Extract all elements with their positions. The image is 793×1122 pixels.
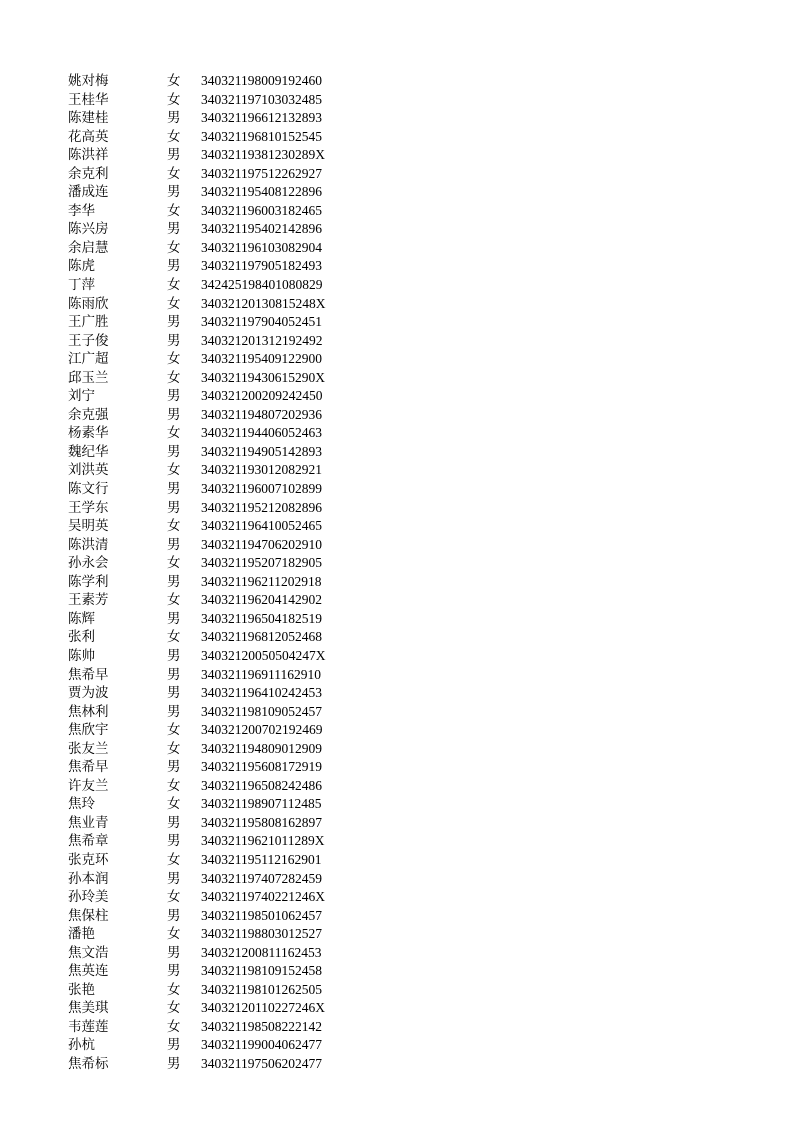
person-gender: 女 (167, 128, 181, 145)
id-number: 340321198009192460 (201, 73, 322, 88)
table-row (68, 1055, 368, 1074)
person-gender: 女 (167, 462, 181, 479)
table-row (68, 870, 368, 889)
table-row (68, 387, 368, 406)
id-number: 340321198803012527 (201, 926, 322, 942)
person-name: 余启慧 (68, 239, 109, 256)
person-name: 潘艳 (68, 926, 95, 943)
id-number: 340321197904052451 (201, 314, 322, 330)
id-number: 34032119621011289X (201, 833, 325, 849)
table-row (68, 369, 368, 388)
person-gender: 男 (167, 1037, 181, 1054)
id-number: 340321196211202918 (201, 573, 322, 589)
table-row (68, 981, 368, 1000)
person-name: 邱玉兰 (68, 369, 109, 386)
id-number: 340321197512262927 (201, 165, 322, 181)
records-table (68, 72, 368, 1074)
person-gender: 女 (167, 1018, 181, 1035)
person-gender: 男 (167, 388, 181, 405)
person-gender: 男 (167, 258, 181, 275)
person-name: 焦文浩 (68, 944, 109, 961)
person-gender: 女 (167, 518, 181, 535)
id-number: 340321194706202910 (201, 536, 322, 552)
person-gender: 女 (167, 369, 181, 386)
id-number: 340321196410052465 (201, 518, 322, 534)
person-gender: 男 (167, 870, 181, 887)
person-gender: 女 (167, 889, 181, 906)
id-number: 34032119430615290X (201, 369, 325, 385)
id-number: 340321200702192469 (201, 722, 323, 738)
id-number: 340321196504182519 (201, 610, 322, 626)
person-name: 焦林利 (68, 703, 109, 720)
person-gender: 男 (167, 221, 181, 238)
id-number: 340321196007102899 (201, 481, 322, 497)
person-name: 王桂华 (68, 91, 109, 108)
table-row (68, 666, 368, 685)
id-number: 340321195207182905 (201, 555, 322, 571)
person-name: 江广超 (68, 351, 109, 368)
id-number: 340321198109152458 (201, 963, 322, 979)
person-name: 焦希章 (68, 833, 109, 850)
person-name: 陈虎 (68, 258, 95, 275)
id-number: 340321194406052463 (201, 425, 322, 441)
id-number: 340321196612132893 (201, 110, 322, 126)
table-row (68, 721, 368, 740)
person-gender: 男 (167, 814, 181, 831)
table-row (68, 832, 368, 851)
table-row (68, 907, 368, 926)
table-row (68, 146, 368, 165)
person-name: 王子俊 (68, 332, 109, 349)
person-gender: 男 (167, 666, 181, 683)
id-number: 340321196812052468 (201, 629, 322, 645)
person-name: 陈辉 (68, 610, 95, 627)
person-name: 陈洪清 (68, 536, 109, 553)
person-gender: 女 (167, 165, 181, 182)
person-gender: 男 (167, 944, 181, 961)
person-gender: 男 (167, 610, 181, 627)
person-name: 焦欣宇 (68, 722, 109, 739)
id-number: 340321195808162897 (201, 814, 322, 830)
id-number: 340321200811162453 (201, 944, 322, 960)
person-name: 花高英 (68, 128, 109, 145)
person-gender: 女 (167, 295, 181, 312)
table-row (68, 814, 368, 833)
person-name: 陈帅 (68, 647, 95, 664)
person-name: 李华 (68, 202, 95, 219)
person-gender: 女 (167, 1000, 181, 1017)
table-row (68, 517, 368, 536)
table-row (68, 202, 368, 221)
person-gender: 女 (167, 722, 181, 739)
id-number: 340321199004062477 (201, 1037, 322, 1053)
person-gender: 女 (167, 851, 181, 868)
person-name: 张克环 (68, 851, 109, 868)
table-row (68, 72, 368, 91)
table-row (68, 758, 368, 777)
id-number: 340321196204142902 (201, 592, 322, 608)
person-name: 刘宁 (68, 388, 95, 405)
person-gender: 男 (167, 481, 181, 498)
person-gender: 女 (167, 91, 181, 108)
person-name: 孙玲美 (68, 889, 109, 906)
id-number: 340321198501062457 (201, 907, 322, 923)
person-name: 丁萍 (68, 277, 95, 294)
person-gender: 女 (167, 202, 181, 219)
person-gender: 男 (167, 647, 181, 664)
table-row (68, 257, 368, 276)
table-row (68, 628, 368, 647)
id-number: 340321197103032485 (201, 91, 322, 107)
person-gender: 男 (167, 685, 181, 702)
id-number: 340321198101262505 (201, 981, 322, 997)
person-gender: 男 (167, 703, 181, 720)
id-number: 340321198907112485 (201, 796, 322, 812)
person-gender: 男 (167, 499, 181, 516)
person-name: 焦保柱 (68, 907, 109, 924)
table-row (68, 91, 368, 110)
person-gender: 男 (167, 147, 181, 164)
person-name: 焦美琪 (68, 1000, 109, 1017)
person-gender: 男 (167, 833, 181, 850)
id-number: 342425198401080829 (201, 277, 323, 293)
person-name: 余克强 (68, 406, 109, 423)
person-gender: 女 (167, 425, 181, 442)
id-number: 340321194809012909 (201, 740, 322, 756)
person-name: 刘洪英 (68, 462, 109, 479)
table-row (68, 406, 368, 425)
table-row (68, 109, 368, 128)
person-name: 陈学利 (68, 573, 109, 590)
person-name: 孙本润 (68, 870, 109, 887)
person-gender: 女 (167, 796, 181, 813)
person-gender: 男 (167, 184, 181, 201)
table-row (68, 220, 368, 239)
table-row (68, 962, 368, 981)
table-row (68, 554, 368, 573)
table-row (68, 703, 368, 722)
id-number: 340321195408122896 (201, 184, 322, 200)
person-name: 贾为波 (68, 685, 109, 702)
id-number: 340321193012082921 (201, 462, 322, 478)
id-number: 340321195112162901 (201, 851, 322, 867)
person-name: 王广胜 (68, 314, 109, 331)
table-row (68, 424, 368, 443)
person-gender: 男 (167, 406, 181, 423)
person-gender: 女 (167, 740, 181, 757)
person-name: 王学东 (68, 499, 109, 516)
person-name: 孙永会 (68, 555, 109, 572)
id-number: 34032120110227246X (201, 1000, 325, 1016)
person-name: 陈建桂 (68, 110, 109, 127)
person-name: 韦莲莲 (68, 1018, 109, 1035)
person-gender: 女 (167, 629, 181, 646)
table-row (68, 350, 368, 369)
person-gender: 女 (167, 981, 181, 998)
person-gender: 女 (167, 73, 181, 89)
table-row (68, 295, 368, 314)
table-row (68, 183, 368, 202)
table-row (68, 591, 368, 610)
person-name: 杨素华 (68, 425, 109, 442)
id-number: 34032119740221246X (201, 889, 325, 905)
id-number: 340321198508222142 (201, 1018, 322, 1034)
person-gender: 男 (167, 443, 181, 460)
table-row (68, 740, 368, 759)
id-number: 340321194807202936 (201, 406, 322, 422)
person-gender: 女 (167, 592, 181, 609)
person-gender: 女 (167, 777, 181, 794)
person-name: 陈洪祥 (68, 147, 109, 164)
person-name: 张艳 (68, 981, 95, 998)
id-number: 340321197407282459 (201, 870, 322, 886)
table-row (68, 610, 368, 629)
id-number: 34032119381230289X (201, 147, 325, 163)
person-gender: 男 (167, 314, 181, 331)
id-number: 340321195212082896 (201, 499, 322, 515)
table-row (68, 313, 368, 332)
id-number: 340321200209242450 (201, 388, 323, 404)
person-name: 陈文行 (68, 481, 109, 498)
person-gender: 男 (167, 110, 181, 127)
id-number: 340321195409122900 (201, 351, 322, 367)
person-gender: 男 (167, 332, 181, 349)
id-number: 34032120050504247X (201, 647, 326, 663)
person-name: 张利 (68, 629, 95, 646)
person-name: 陈兴房 (68, 221, 109, 238)
table-row (68, 165, 368, 184)
table-row (68, 684, 368, 703)
person-name: 余克利 (68, 165, 109, 182)
person-name: 潘成连 (68, 184, 109, 201)
person-name: 张友兰 (68, 740, 109, 757)
id-number: 340321196810152545 (201, 128, 322, 144)
table-row (68, 573, 368, 592)
person-name: 许友兰 (68, 777, 109, 794)
person-gender: 女 (167, 926, 181, 943)
id-number: 340321196911162910 (201, 666, 321, 682)
table-row (68, 239, 368, 258)
id-number: 340321196003182465 (201, 202, 322, 218)
id-number: 340321196508242486 (201, 777, 322, 793)
table-row (68, 128, 368, 147)
table-row (68, 795, 368, 814)
person-name: 焦英连 (68, 963, 109, 980)
table-row (68, 276, 368, 295)
id-number: 340321195608172919 (201, 759, 322, 775)
person-gender: 女 (167, 555, 181, 572)
person-name: 焦希早 (68, 666, 109, 683)
table-row (68, 777, 368, 796)
table-row (68, 851, 368, 870)
id-number: 340321196410242453 (201, 685, 322, 701)
table-row (68, 499, 368, 518)
table-row (68, 480, 368, 499)
person-gender: 女 (167, 351, 181, 368)
id-number: 340321195402142896 (201, 221, 322, 237)
id-number: 340321201312192492 (201, 332, 323, 348)
table-row (68, 944, 368, 963)
table-row (68, 647, 368, 666)
id-number: 34032120130815248X (201, 295, 326, 311)
person-name: 王素芳 (68, 592, 109, 609)
id-number: 340321197905182493 (201, 258, 322, 274)
person-name: 孙杭 (68, 1037, 95, 1054)
person-name: 吴明英 (68, 518, 109, 535)
table-row (68, 536, 368, 555)
person-name: 陈雨欣 (68, 295, 109, 312)
person-name: 焦希标 (68, 1055, 109, 1072)
person-name: 焦玲 (68, 796, 95, 813)
id-number: 340321197506202477 (201, 1055, 322, 1071)
person-gender: 女 (167, 239, 181, 256)
person-gender: 男 (167, 536, 181, 553)
id-number: 340321194905142893 (201, 443, 322, 459)
person-gender: 男 (167, 573, 181, 590)
table-row (68, 1018, 368, 1037)
person-gender: 男 (167, 963, 181, 980)
id-number: 340321198109052457 (201, 703, 322, 719)
table-row (68, 332, 368, 351)
person-gender: 女 (167, 277, 181, 294)
person-name: 魏纪华 (68, 443, 109, 460)
table-row (68, 1036, 368, 1055)
person-name: 焦业青 (68, 814, 109, 831)
table-row (68, 999, 368, 1018)
person-gender: 男 (167, 907, 181, 924)
id-number: 340321196103082904 (201, 239, 322, 255)
table-row (68, 925, 368, 944)
person-gender: 男 (167, 1055, 181, 1072)
person-name: 姚对梅 (68, 73, 109, 89)
table-row (68, 461, 368, 480)
person-name: 焦希早 (68, 759, 109, 776)
table-row (68, 443, 368, 462)
person-gender: 男 (167, 759, 181, 776)
table-row (68, 888, 368, 907)
